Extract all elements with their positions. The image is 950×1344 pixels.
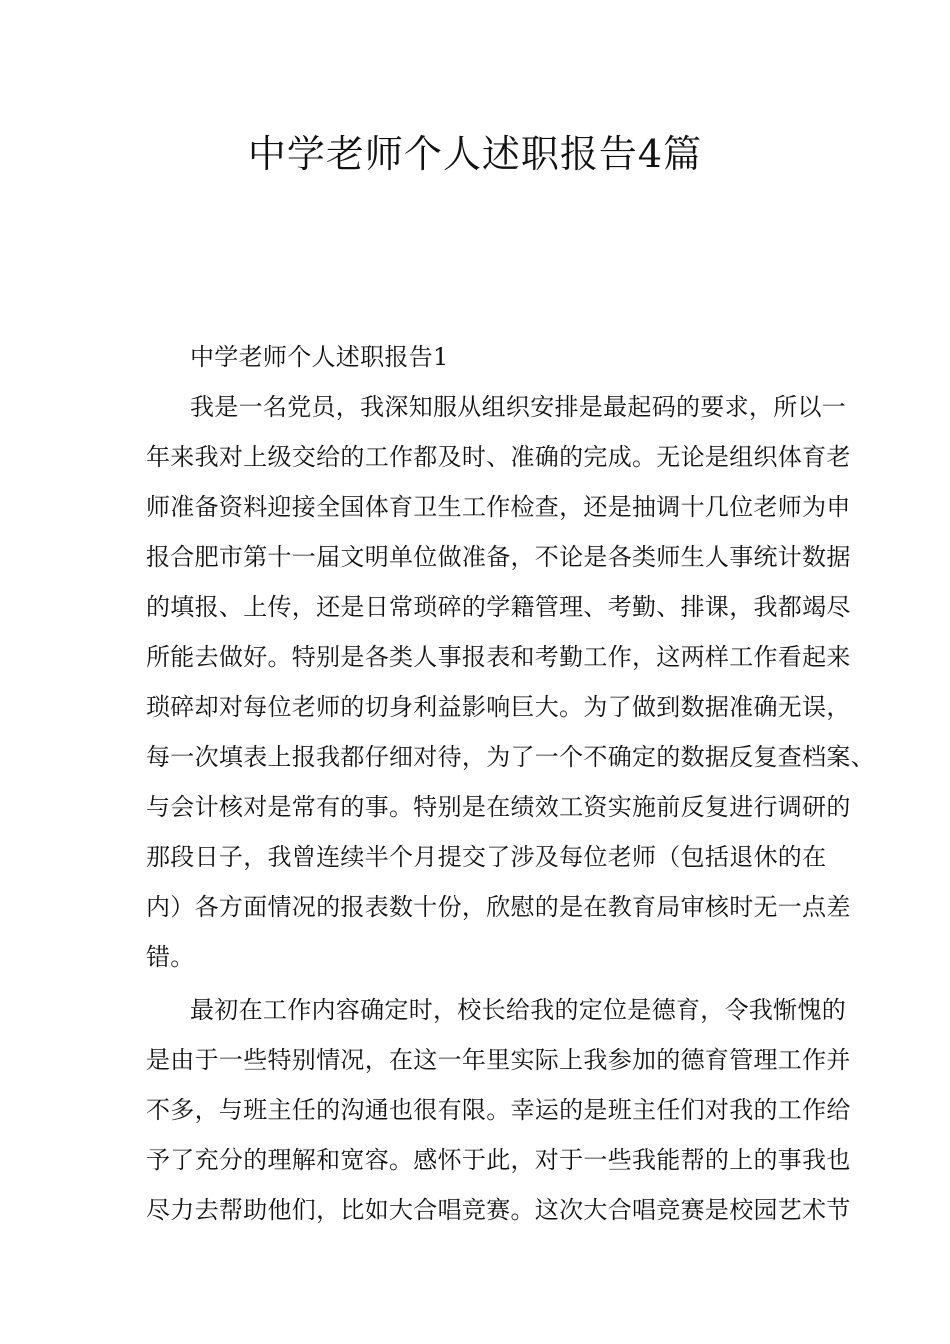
document-body <box>146 332 875 1235</box>
paragraph-2 <box>146 985 851 1235</box>
paragraph-line: 琐碎却对每位老师的切身利益影响巨大。为了做到数据准确无误， <box>146 693 851 721</box>
paragraph-line: 报合肥市第十一届文明单位做准备，不论是各类师生人事统计数据 <box>146 543 851 571</box>
paragraph-line: 内）各方面情况的报表数十份，欣慰的是在教育局审核时无一点差 <box>146 893 851 921</box>
paragraph-line: 错。 <box>146 943 195 971</box>
paragraph-line: 那段日子，我曾连续半个月提交了涉及每位老师（包括退休的在 <box>146 843 827 871</box>
paragraph-line: 予了充分的理解和宽容。感怀于此，对于一些我能帮的上的事我也 <box>146 1146 851 1174</box>
paragraph-line: 尽力去帮助他们，比如大合唱竞赛。这次大合唱竞赛是校园艺术节 <box>146 1196 851 1224</box>
paragraph-1 <box>146 382 875 982</box>
paragraph-line: 是由于一些特别情况，在这一年里实际上我参加的德育管理工作并 <box>146 1046 851 1074</box>
paragraph-line: 年来我对上级交给的工作都及时、准确的完成。无论是组织体育老 <box>146 443 851 471</box>
paragraph-line: 不多，与班主任的沟通也很有限。幸运的是班主任们对我的工作给 <box>146 1096 851 1124</box>
paragraph-line: 的填报、上传，还是日常琐碎的学籍管理、考勤、排课，我都竭尽 <box>146 593 851 621</box>
document-title: 中学老师个人述职报告4篇 <box>247 132 703 176</box>
paragraph-line: 最初在工作内容确定时，校长给我的定位是德育，令我惭愧的 <box>190 996 847 1024</box>
paragraph-line: 我是一名党员，我深知服从组织安排是最起码的要求，所以一 <box>190 393 847 421</box>
paragraph-line: 每一次填表上报我都仔细对待，为了一个不确定的数据反复查档案、 <box>146 743 875 771</box>
paragraph-line: 所能去做好。特别是各类人事报表和考勤工作，这两样工作看起来 <box>146 643 851 671</box>
paragraph-line: 师准备资料迎接全国体育卫生工作检查，还是抽调十几位老师为申 <box>146 493 851 521</box>
section-heading: 中学老师个人述职报告1 <box>190 343 449 371</box>
paragraph-line: 与会计核对是常有的事。特别是在绩效工资实施前反复进行调研的 <box>146 793 851 821</box>
